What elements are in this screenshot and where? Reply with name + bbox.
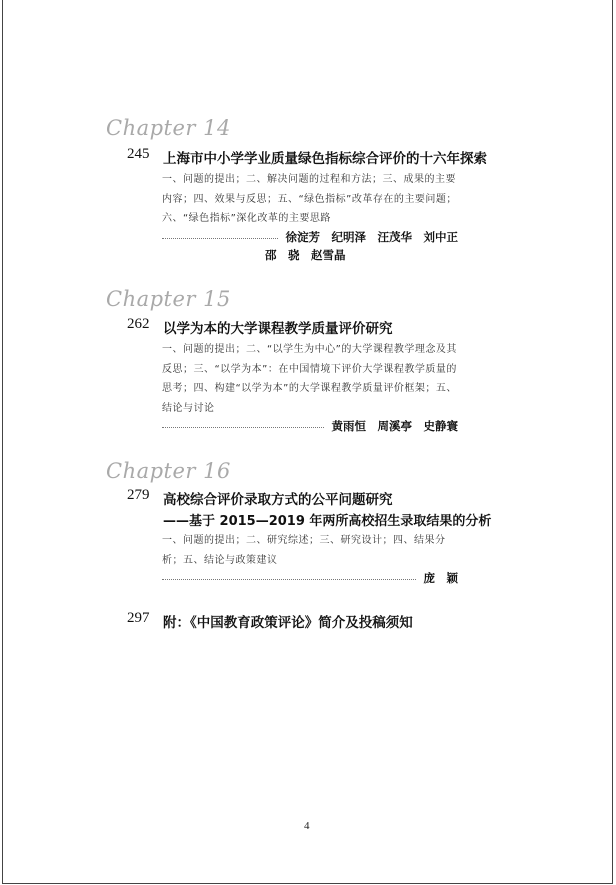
chapter-14-page-number: 245 [127,146,150,162]
chapter-15-page-number: 262 [127,316,150,332]
appendix-page-number: 297 [127,610,150,626]
dotted-leader [162,238,278,239]
dotted-leader [162,579,416,580]
chapter-14-authors: 徐淀芳 纪明泽 汪茂华 刘中正 [285,230,458,244]
dotted-leader [162,427,324,428]
chapter-15-authors-row [162,418,458,434]
chapter-14-label: Chapter 14 [106,116,231,140]
appendix-title[interactable]: 附：《中国教育政策评论》简介及投稿须知 [163,615,413,631]
chapter-15-title[interactable]: 以学为本的大学课程教学质量评价研究 [163,321,393,337]
chapter-14-title[interactable]: 上海市中小学学业质量绿色指标综合评价的十六年探索 [163,151,487,167]
chapter-14-authors-continued: 邵 骁 赵雪晶 [265,248,346,262]
page-number: 4 [304,820,310,832]
chapter-15-label: Chapter 15 [106,287,231,311]
chapter-14-summary: 一、问题的提出；二、解决问题的过程和方法；三、成果的主要内容；四、效果与反思；五、“绿色指标”改革存在的主要问题；六、“绿色指标”深化改革的主要思路 [162,174,457,224]
chapter-15-authors: 黄雨恒 周溪亭 史静寰 [331,419,458,433]
page-border [2,0,613,884]
chapter-16-authors-row [162,570,458,586]
chapter-15-summary: 一、问题的提出；二、“以学生为中心”的大学课程教学理念及其反思；三、“以学为本”：在中国情境下评价大学课程教学质量的思考；四、构建“以学为本”的大学课程教学质量评价框架；五、结论与讨论 [162,344,457,414]
chapter-16-summary: 一、问题的提出；二、研究综述；三、研究设计；四、结果分析；五、结论与政策建议 [162,535,446,566]
chapter-16-subtitle: ——基于 2015—2019 年两所高校招生录取结果的分析 [163,514,492,529]
chapter-16-title[interactable]: 高校综合评价录取方式的公平问题研究 [163,492,393,508]
chapter-16-label: Chapter 16 [106,459,231,483]
chapter-16-page-number: 279 [127,487,150,503]
chapter-14-authors-row [162,229,458,245]
chapter-16-authors: 庞 颖 [423,571,458,585]
